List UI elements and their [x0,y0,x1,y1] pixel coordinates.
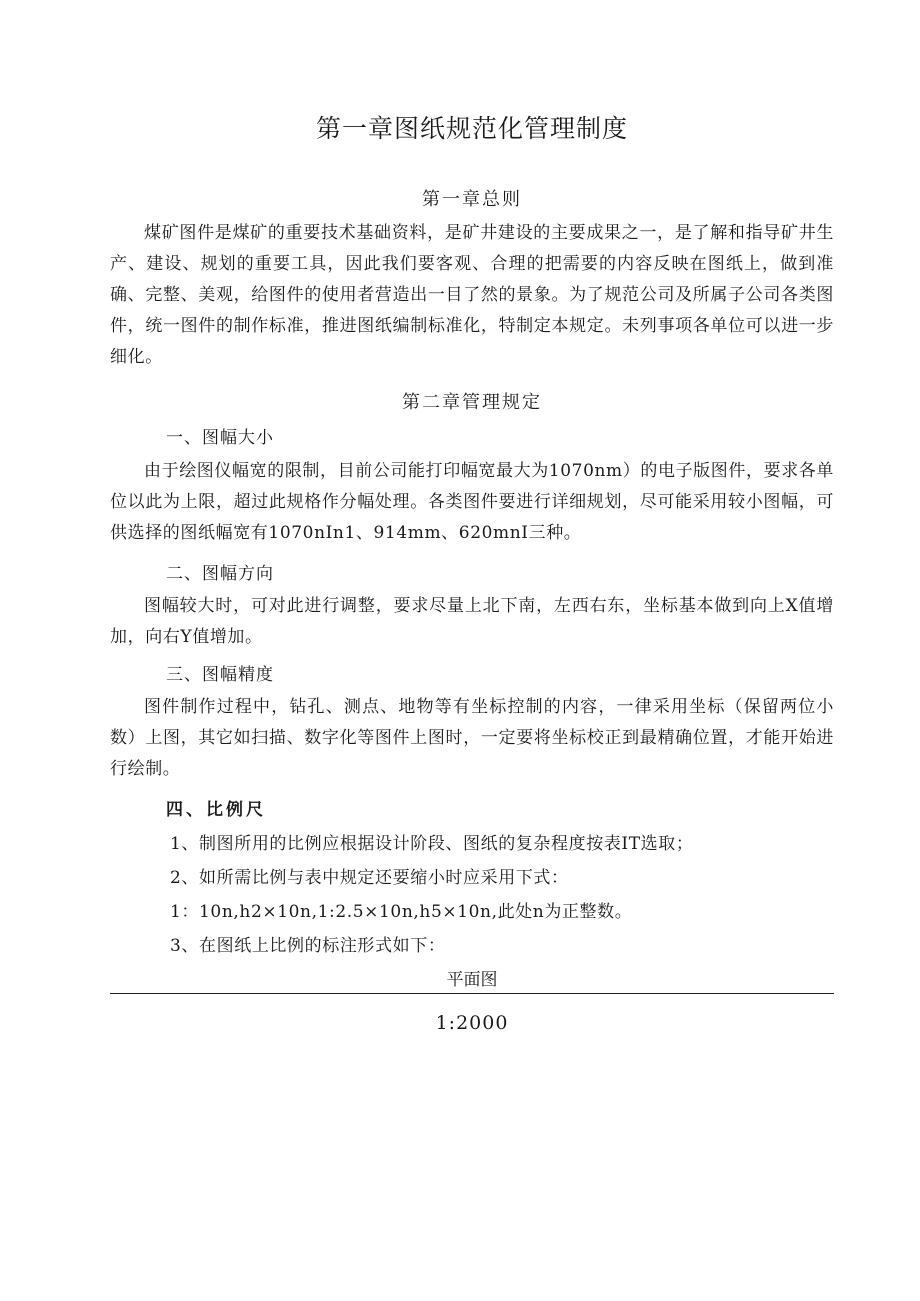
chapter-2-heading: 第二章管理规定 [402,392,542,413]
section-4-heading: 四、比例尺 [166,800,266,820]
scale-rule-item-2: 2、如所需比例与表中规定还要缩小时应采用下式： [170,868,569,888]
scale-example-value: 1:2000 [435,1012,509,1034]
section-3-heading: 三、图幅精度 [166,665,274,685]
chapter-1-heading: 第一章总则 [422,189,522,210]
scale-rule-item-1: 1、制图所用的比例应根据设计阶段、图纸的复杂程度按表IT选取； [170,834,694,854]
chapter-1-paragraph: 煤矿图件是煤矿的重要技术基础资料，是矿井建设的主要成果之一，是了解和指导矿井生产、建设、规划的重要工具，因此我们要客观、合理的把需要的内容反映在图纸上，做到准确、完整、美观，给图件的使用者营造出一目了然的景象。为了规范公司及所属子公司各类图件，统一图件的制作标准，推进图纸编制标准化，特制定本规定。未列事项各单位可以进一步细化。 [110,223,834,367]
section-1-paragraph: 由于绘图仪幅宽的限制，目前公司能打印幅宽最大为1070nm）的电子版图件，要求各单位以此为上限，超过此规格作分幅处理。各类图件要进行详细规划，尽可能采用较小图幅，可供选择的图纸幅宽有1070nIn1、914mm、620mnI三种。 [110,461,834,543]
scale-rule-item-3: 3、在图纸上比例的标注形式如下： [170,936,446,956]
document-title: 第一章图纸规范化管理制度 [315,114,628,143]
section-2-paragraph: 图幅较大时，可对此进行调整，要求尽量上北下南，左西右东，坐标基本做到向上X值增加，向右Y值增加。 [110,596,834,647]
scale-formula: 1：10n,h2×10n,1:2.5×10n,h5×10n,此处n为正整数。 [170,902,633,922]
section-3-paragraph: 图件制作过程中，钻孔、测点、地物等有坐标控制的内容，一律采用坐标（保留两位小数）上图，其它如扫描、数字化等图件上图时，一定要将坐标校正到最精确位置，才能开始进行绘制。 [110,697,834,779]
section-2-heading: 二、图幅方向 [166,564,274,584]
section-1-heading: 一、图幅大小 [166,428,274,448]
scale-example-rule [110,993,834,994]
scale-example-label: 平面图 [446,970,498,990]
